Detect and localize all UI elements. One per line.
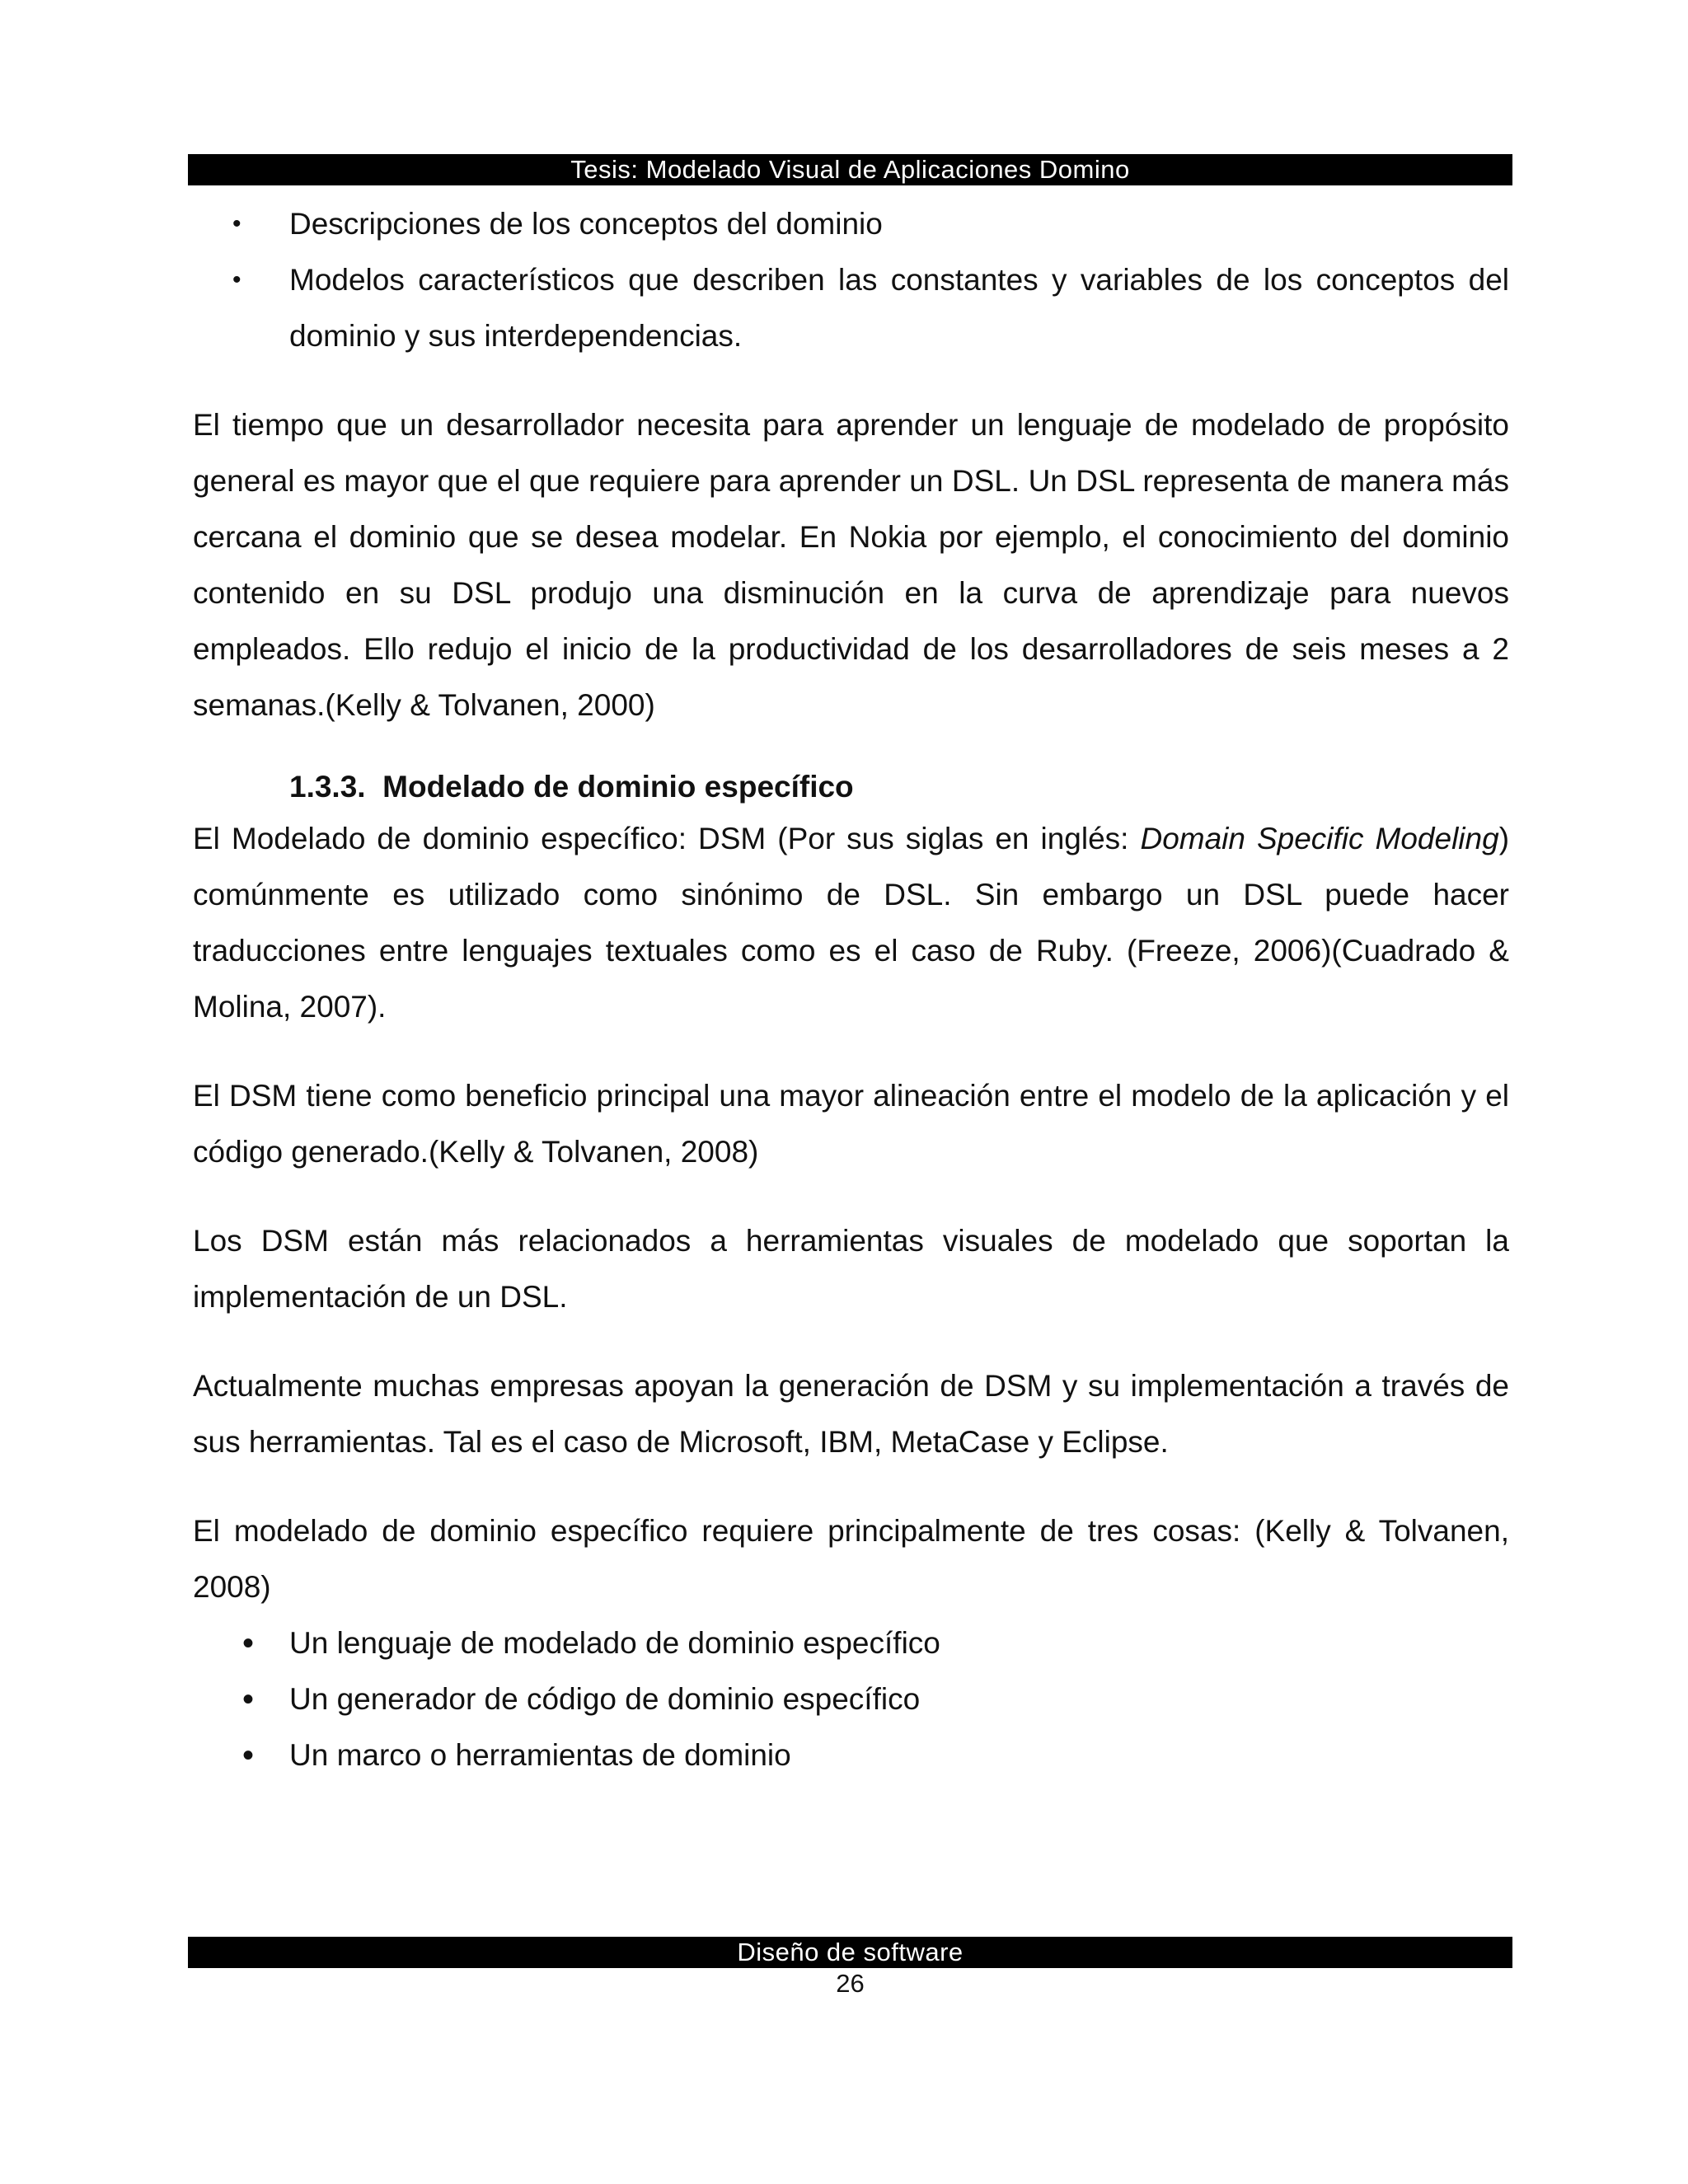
list-item-text: Modelos característicos que describen las constantes y variables de los conceptos del dominio y sus interdependencias. <box>289 263 1509 353</box>
list-item <box>193 252 1509 364</box>
page-number: 26 <box>836 1969 865 1998</box>
bullet-icon: • <box>232 266 241 293</box>
header-title: Tesis: Modelado Visual de Aplicaciones Domino <box>570 155 1130 184</box>
footer-bar <box>188 1937 1512 1968</box>
section-heading <box>193 763 1509 811</box>
paragraph: Los DSM están más relacionados a herramientas visuales de modelado que soportan la implementación de un DSL. <box>193 1224 1509 1314</box>
list-item <box>193 196 1509 252</box>
footer-label: Diseño de software <box>737 1938 964 1966</box>
list-item <box>193 1671 1509 1727</box>
paragraph: El modelado de dominio específico requiere principalmente de tres cosas: (Kelly & Tolvanen, 2008) <box>193 1514 1509 1604</box>
bullet-icon: • <box>242 1681 255 1718</box>
list-item-text: Un marco o herramientas de dominio <box>289 1738 791 1772</box>
paragraph: El DSM tiene como beneficio principal una mayor alineación entre el modelo de la aplicación y el código generado.(Kelly & Tolvanen, 2008) <box>193 1079 1509 1169</box>
bullet-icon: • <box>242 1625 255 1661</box>
intro-bullet-list <box>193 196 1509 364</box>
header-bar <box>188 154 1512 185</box>
list-item <box>193 1727 1509 1783</box>
list-item <box>193 1615 1509 1671</box>
paragraph-text: ) comúnmente es utilizado como sinónimo de DSL. Sin embargo un DSL puede hacer traducciones entre lenguajes textuales como es el caso de Ruby. (Freeze, 2006)(Cuadrado & Molina, 2007). <box>193 822 1510 1024</box>
paragraph <box>193 811 1509 1035</box>
list-item-text: Un lenguaje de modelado de dominio específico <box>289 1626 940 1660</box>
list-item-text: Descripciones de los conceptos del dominio <box>289 207 883 241</box>
section-number: 1.3.3. <box>289 770 366 804</box>
paragraph: Actualmente muchas empresas apoyan la generación de DSM y su implementación a través de sus herramientas. Tal es el caso de Microsoft, IBM, MetaCase y Eclipse. <box>193 1369 1509 1459</box>
italic-term: Domain Specific Modeling <box>1140 822 1499 855</box>
bullet-icon: • <box>242 1737 255 1774</box>
section-title: Modelado de dominio específico <box>382 770 854 804</box>
paragraph-text: El Modelado de dominio específico: DSM (Por sus siglas en inglés: <box>193 822 1141 855</box>
paragraph: El tiempo que un desarrollador necesita para aprender un lenguaje de modelado de propósito general es mayor que el que requiere para aprender un DSL. Un DSL representa de manera más cercana el dominio que se desea modelar. En Nokia por ejemplo, el conocimiento del dominio contenido en su DSL produjo una disminución en la curva de aprendizaje para nuevos empleados. Ello redujo el inicio de la productividad de los desarrolladores de seis meses a 2 semanas.(Kelly & Tolvanen, 2000) <box>193 408 1509 722</box>
bullet-icon: • <box>232 210 241 237</box>
list-item-text: Un generador de código de dominio específico <box>289 1682 921 1716</box>
requirements-bullet-list <box>193 1615 1509 1783</box>
page-body <box>193 196 1509 1783</box>
